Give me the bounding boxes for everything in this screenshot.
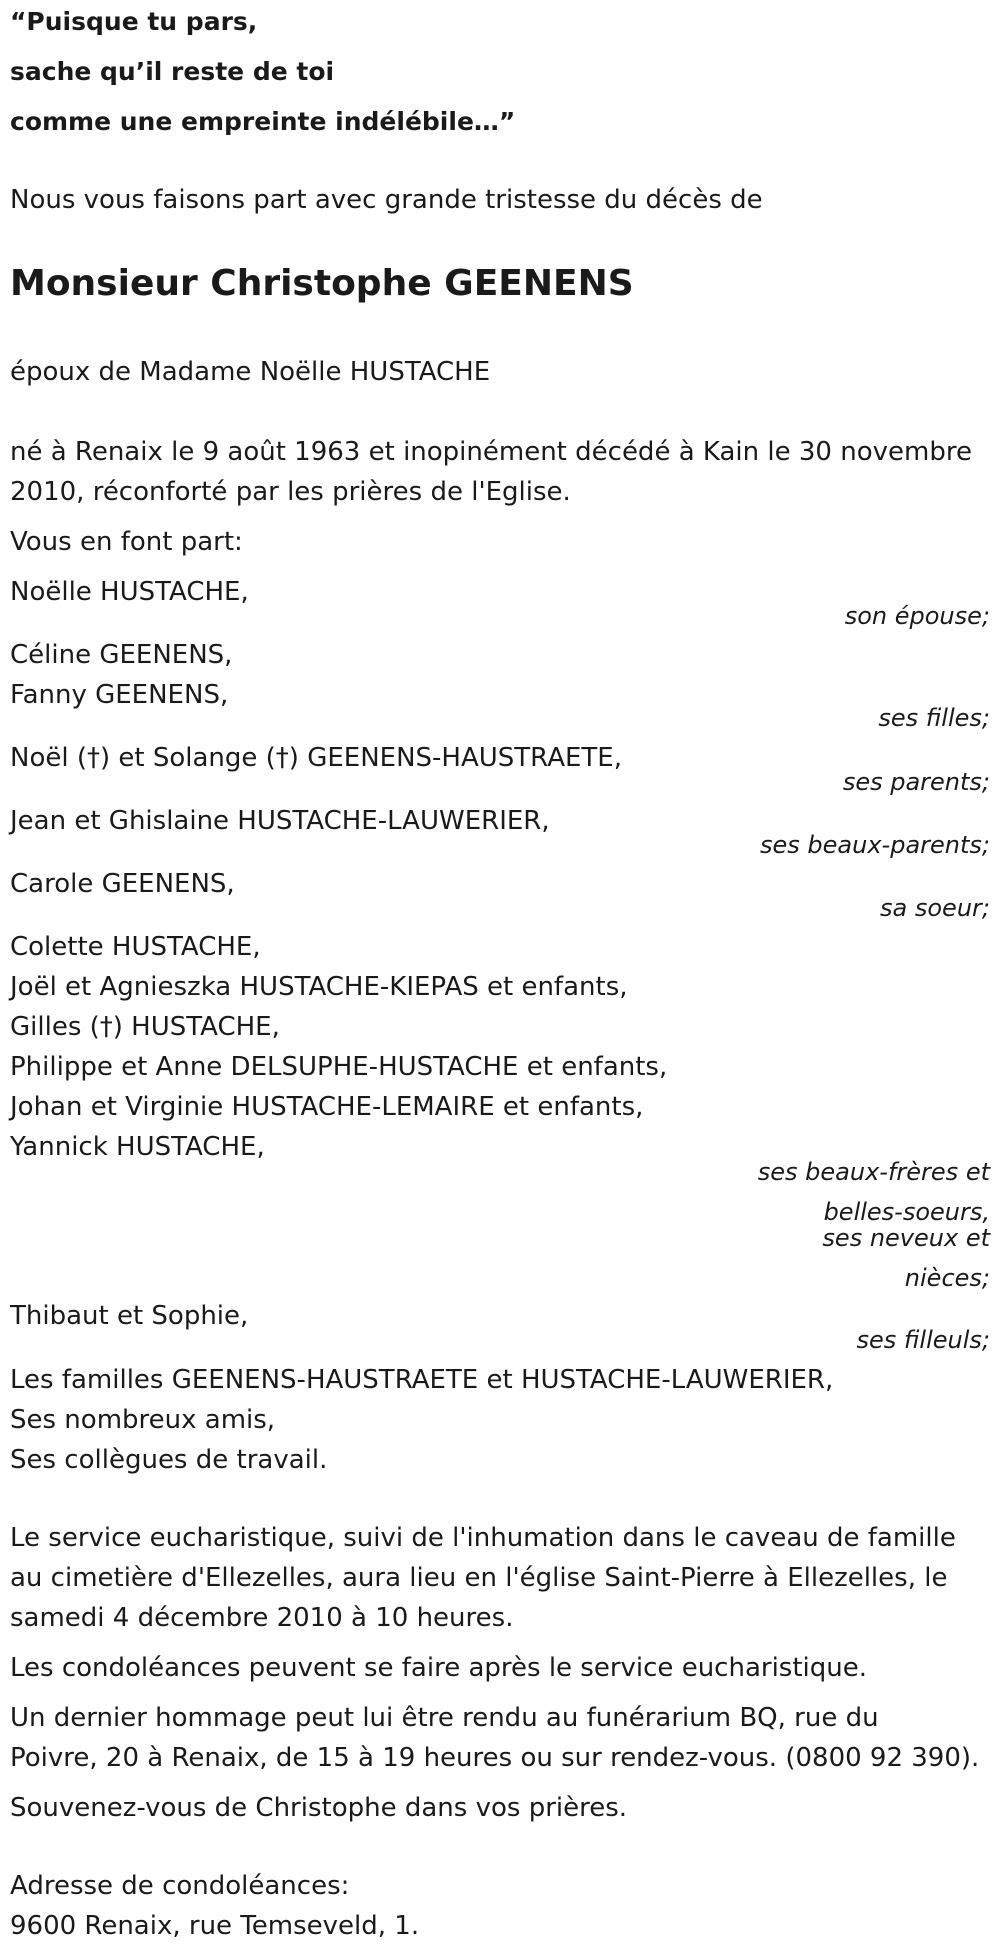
family-name: Joël et Agnieszka HUSTACHE-KIEPAS et enfants, [10, 972, 628, 1002]
family-name: Noëlle HUSTACHE, [10, 577, 249, 607]
family-name: Carole GEENENS, [10, 869, 235, 899]
family-name: Gilles (†) HUSTACHE, [10, 1012, 280, 1042]
family-name: Fanny GEENENS, [10, 680, 229, 710]
intro-text: Nous vous faisons part avec grande tristesse du décès de [10, 185, 763, 215]
family-relation: ses neveux et [822, 1224, 990, 1252]
address-value: 9600 Renaix, rue Temseveld, 1. [10, 1911, 420, 1941]
service-line-1: Le service eucharistique, suivi de l'inhumation dans le caveau de famille [10, 1523, 956, 1553]
family-name: Noël (†) et Solange (†) GEENENS-HAUSTRAETE, [10, 743, 622, 773]
family-name: Johan et Virginie HUSTACHE-LEMAIRE et enfants, [10, 1092, 644, 1122]
family-relation: ses beaux-parents; [760, 831, 990, 859]
family-relation: son épouse; [844, 602, 990, 630]
announcers-intro: Vous en font part: [10, 527, 243, 557]
family-name: Céline GEENENS, [10, 640, 233, 670]
deceased-name: Monsieur Christophe GEENENS [10, 263, 634, 304]
birth-death-line-2: 2010, réconforté par les prières de l'Eglise. [10, 477, 571, 507]
tribute-line-1: Un dernier hommage peut lui être rendu au funérarium BQ, rue du [10, 1703, 879, 1733]
family-relation: ses filleuls; [856, 1326, 990, 1354]
family-relation: belles-soeurs, [823, 1198, 990, 1226]
family-name: Yannick HUSTACHE, [10, 1132, 265, 1162]
quote-line-1: “Puisque tu pars, [10, 7, 258, 36]
family-relation: ses beaux-frères et [757, 1158, 990, 1186]
family-relation: ses filles; [878, 704, 990, 732]
birth-death-line-1: né à Renaix le 9 août 1963 et inopinément décédé à Kain le 30 novembre [10, 437, 972, 467]
tribute-line-2: Poivre, 20 à Renaix, de 15 à 19 heures ou sur rendez-vous. (0800 92 390). [10, 1743, 980, 1773]
quote-line-3: comme une empreinte indélébile…” [10, 107, 516, 136]
family-name: Jean et Ghislaine HUSTACHE-LAUWERIER, [10, 806, 550, 836]
quote-line-2: sache qu’il reste de toi [10, 57, 335, 86]
condolences-note: Les condoléances peuvent se faire après le service eucharistique. [10, 1653, 867, 1683]
extended-family-line: Les familles GEENENS-HAUSTRAETE et HUSTACHE-LAUWERIER, [10, 1365, 834, 1395]
spouse-line: époux de Madame Noëlle HUSTACHE [10, 357, 491, 387]
remember-line: Souvenez-vous de Christophe dans vos prières. [10, 1793, 628, 1823]
family-name: Thibaut et Sophie, [10, 1301, 249, 1331]
family-relation: sa soeur; [880, 894, 990, 922]
extended-family-line: Ses nombreux amis, [10, 1405, 276, 1435]
service-line-2: au cimetière d'Ellezelles, aura lieu en l'église Saint-Pierre à Ellezelles, le [10, 1563, 948, 1593]
service-line-3: samedi 4 décembre 2010 à 10 heures. [10, 1603, 514, 1633]
family-relation: ses parents; [842, 768, 990, 796]
family-relation: nièces; [904, 1264, 990, 1292]
extended-family-line: Ses collègues de travail. [10, 1445, 328, 1475]
family-name: Philippe et Anne DELSUPHE-HUSTACHE et enfants, [10, 1052, 668, 1082]
address-label: Adresse de condoléances: [10, 1871, 350, 1901]
family-name: Colette HUSTACHE, [10, 932, 261, 962]
